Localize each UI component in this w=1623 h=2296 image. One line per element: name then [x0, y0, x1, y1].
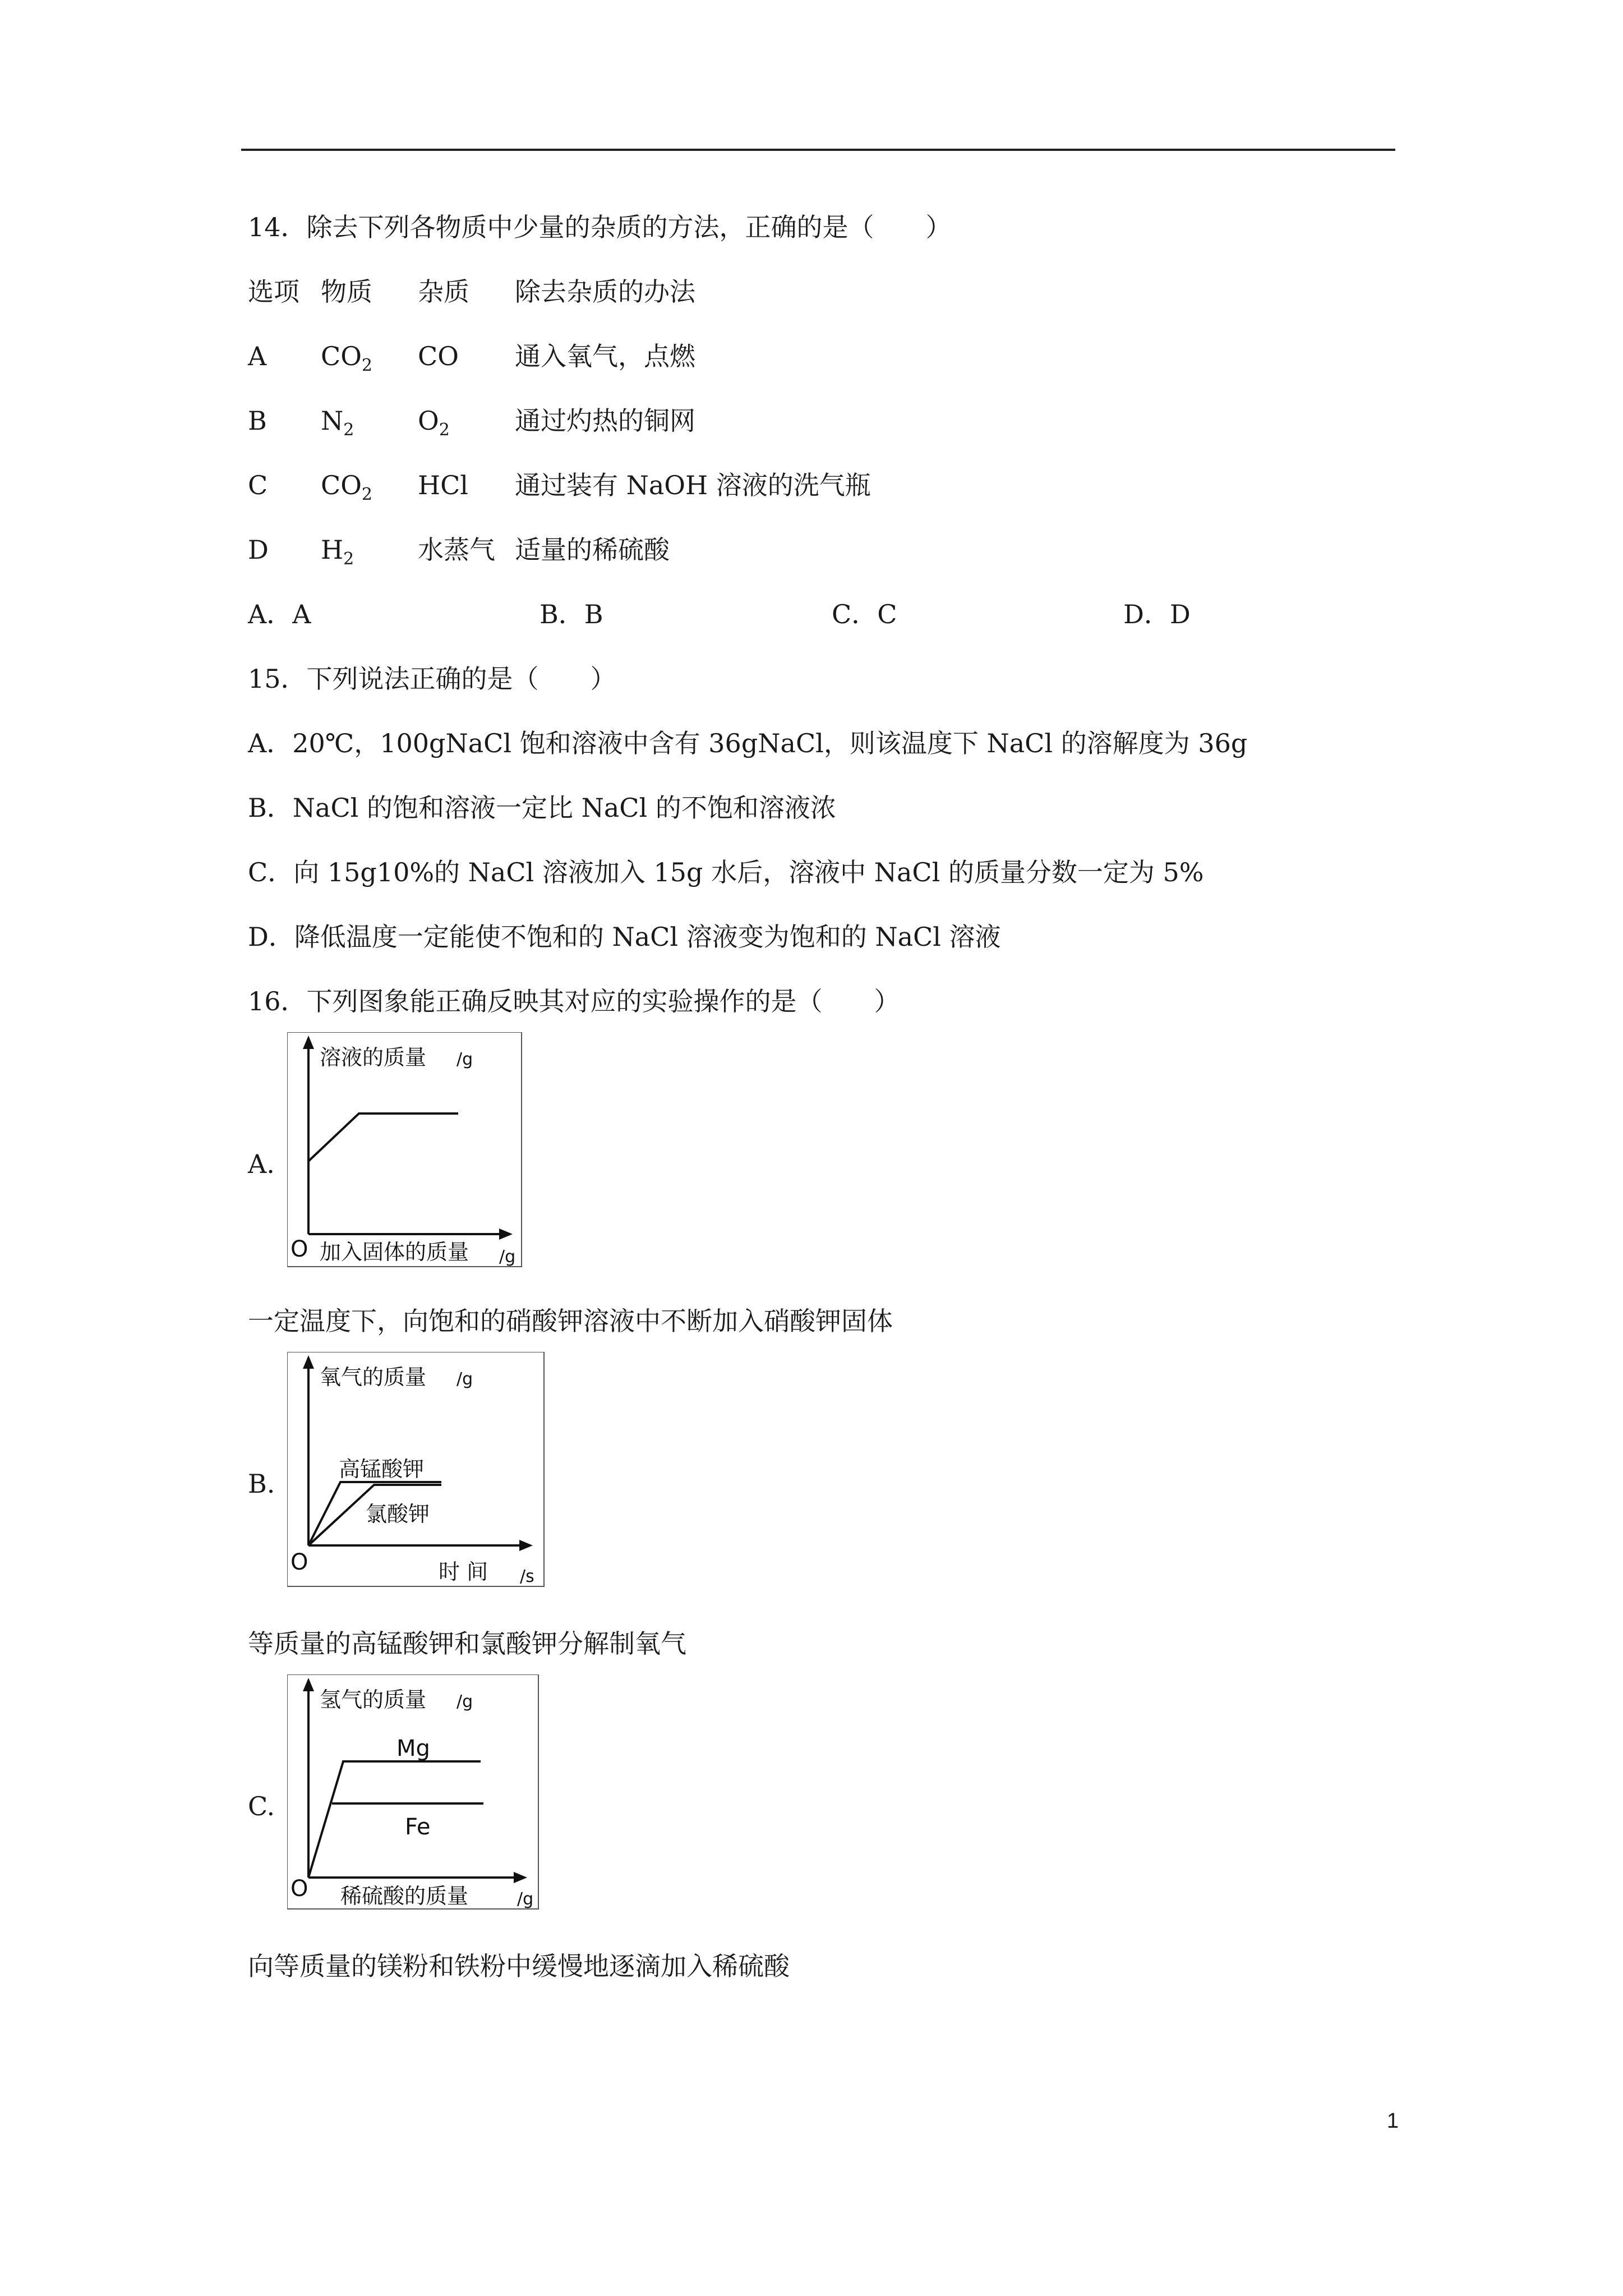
q15-option-c: C．向 15g10%的 NaCl 溶液加入 15g 水后，溶液中 NaCl 的质量分数一定为 5% — [248, 857, 1204, 887]
graph-b-xlabel: 时 间 — [439, 1559, 488, 1584]
graph-a-x-arrow — [499, 1228, 513, 1240]
graph-c-xlabel: 稀硫酸的质量 — [340, 1884, 469, 1908]
q14-row-a-option: A — [248, 341, 267, 371]
q14-choice-b: B．B — [540, 599, 603, 629]
q14-row-d-impurity: 水蒸气 — [418, 535, 495, 565]
graph-a-origin: O — [291, 1236, 308, 1262]
q14-row-a-impurity: CO — [418, 341, 459, 371]
q14-row-a-method: 通入氧气，点燃 — [515, 341, 695, 371]
graph-c-origin: O — [291, 1876, 308, 1902]
q14-row-b-option: B — [248, 406, 267, 436]
q16-graph-c-label: C. — [248, 1791, 275, 1821]
q15-stem: 15．下列说法正确的是（ ） — [248, 664, 616, 694]
graph-a-yunit: /g — [457, 1050, 473, 1069]
q15-option-a: A．20℃，100gNaCl 饱和溶液中含有 36gNaCl，则该温度下 NaCl 的溶解度为 36g — [248, 728, 1248, 758]
graph-a-y-arrow — [303, 1036, 314, 1049]
q16-graph-c — [287, 1674, 540, 1912]
graph-b-curve-1-label: 高锰酸钾 — [339, 1457, 425, 1481]
header-rule — [241, 149, 1395, 151]
graph-c-y-arrow — [303, 1678, 314, 1691]
q14-header-method: 除去杂质的办法 — [515, 277, 695, 307]
graph-c-yunit: /g — [457, 1692, 473, 1711]
q14-row-c-substance: $CO_2$ — [321, 470, 373, 504]
graph-c-curve-1 — [308, 1761, 481, 1878]
q14-row-d-substance: $H_2$ — [321, 535, 354, 569]
q14-choice-a: A．A — [248, 599, 311, 629]
q14-row-c-method: 通过装有 NaOH 溶液的洗气瓶 — [515, 470, 871, 500]
q14-row-c-option: C — [248, 470, 268, 500]
q14-row-d-method: 适量的稀硫酸 — [515, 535, 670, 565]
graph-b-x-arrow — [519, 1540, 533, 1551]
q14-stem: 14．除去下列各物质中少量的杂质的方法，正确的是（ ） — [248, 212, 952, 242]
graph-c-ylabel: 氢气的质量 — [320, 1687, 427, 1712]
q16-stem: 16．下列图象能正确反映其对应的实验操作的是（ ） — [248, 986, 900, 1016]
graph-a-curve — [308, 1114, 458, 1161]
graph-b-ylabel: 氧气的质量 — [320, 1365, 427, 1389]
q14-header-substance: 物质 — [321, 277, 372, 307]
graph-c-xunit: /g — [517, 1889, 534, 1909]
graph-a-xunit: /g — [499, 1247, 516, 1267]
graph-a-xlabel: 加入固体的质量 — [320, 1240, 469, 1264]
q16-graph-b-label: B. — [248, 1469, 275, 1499]
q14-row-c-impurity: HCl — [418, 470, 469, 500]
q16-caption-c: 向等质量的镁粉和铁粉中缓慢地逐滴加入稀硫酸 — [248, 1951, 790, 1981]
q16-caption-b: 等质量的高锰酸钾和氯酸钾分解制氧气 — [248, 1628, 686, 1659]
graph-c-curve-1-label: Mg — [396, 1736, 430, 1761]
q14-choice-d: D．D — [1123, 599, 1191, 629]
graph-b-xunit: /s — [520, 1567, 534, 1586]
graph-b-yunit: /g — [457, 1369, 473, 1389]
q14-row-b-substance: $N_2$ — [321, 406, 354, 440]
q14-row-b-method: 通过灼热的铜网 — [515, 406, 695, 436]
q14-row-a-substance: $CO_2$ — [321, 341, 373, 375]
q16-graph-a-label: A. — [248, 1149, 275, 1179]
q14-row-d-option: D — [248, 535, 269, 565]
q16-caption-a: 一定温度下，向饱和的硝酸钾溶液中不断加入硝酸钾固体 — [248, 1306, 893, 1336]
graph-a-ylabel: 溶液的质量 — [320, 1045, 427, 1070]
graph-c-curve-2-label: Fe — [405, 1814, 431, 1840]
q15-option-d: D．降低温度一定能使不饱和的 NaCl 溶液变为饱和的 NaCl 溶液 — [248, 922, 1001, 952]
q14-header-impurity: 杂质 — [418, 277, 469, 307]
q14-row-b-impurity: $O_2$ — [418, 406, 450, 440]
q14-choice-c: C．C — [832, 599, 897, 629]
q16-graph-b — [287, 1352, 545, 1590]
page-number: 1 — [1386, 2109, 1399, 2133]
q15-option-b: B．NaCl 的饱和溶液一定比 NaCl 的不饱和溶液浓 — [248, 793, 836, 823]
q16-graph-a — [287, 1032, 523, 1270]
graph-b-origin: O — [291, 1549, 308, 1575]
graph-b-y-arrow — [303, 1355, 314, 1369]
graph-b-curve-2-label: 氯酸钾 — [366, 1502, 430, 1526]
q14-header-option: 选项 — [248, 277, 299, 307]
graph-c-x-arrow — [514, 1872, 527, 1883]
